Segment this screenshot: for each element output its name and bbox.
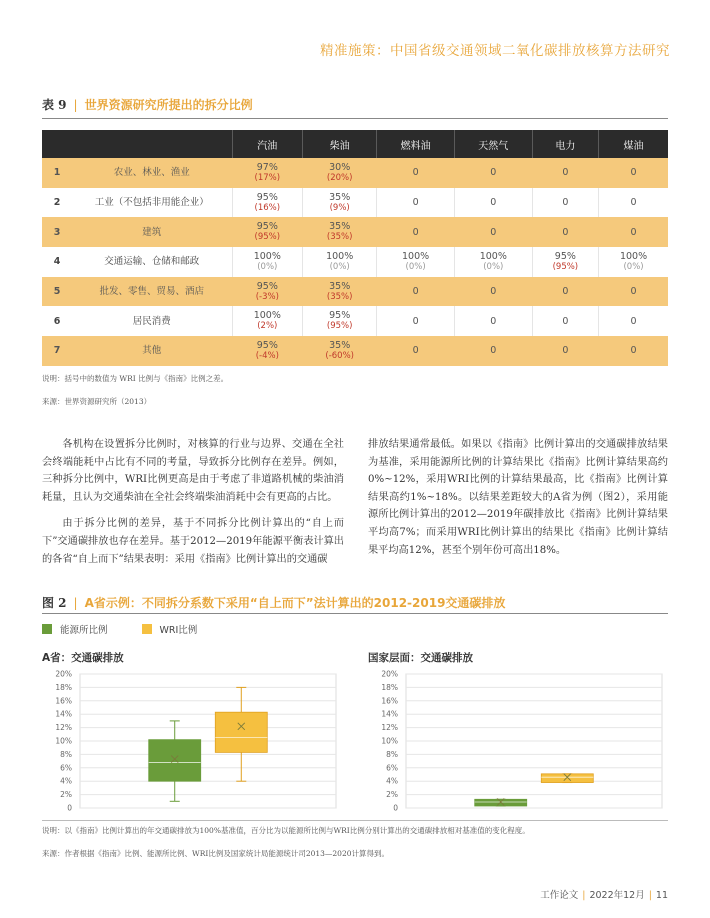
table-cell xyxy=(232,247,303,277)
col-header-kerosene: 煤油 xyxy=(599,130,668,158)
table-cell xyxy=(532,277,598,307)
legend-item-energy-institute xyxy=(42,622,108,636)
chart-legend xyxy=(42,622,197,636)
cell-value: 0 xyxy=(412,286,419,298)
figure-source: 来源：作者根据《指南》比例、能源所比例、WRI比例及国家统计局能源统计司2013—2020计算得到。 xyxy=(42,849,389,858)
cell-value: 0 xyxy=(412,197,419,209)
cell-diff: (-4%) xyxy=(255,350,279,361)
legend-swatch-yellow xyxy=(142,624,152,634)
box-body xyxy=(149,740,201,782)
box-plot-province xyxy=(42,668,342,818)
cell-value: 0 xyxy=(490,286,497,298)
table-cell xyxy=(303,306,377,336)
y-tick-label: 4% xyxy=(60,776,72,786)
divider xyxy=(42,118,668,119)
col-header-diesel: 柴油 xyxy=(303,130,377,158)
table-row xyxy=(42,158,668,188)
table-cell xyxy=(599,247,668,277)
cell-value: 0 xyxy=(562,345,569,357)
cell-value: 0 xyxy=(630,286,637,298)
cell-value: 95% xyxy=(256,221,278,233)
table-cell xyxy=(599,158,668,188)
cell-value: 0 xyxy=(562,226,569,238)
table-cell xyxy=(377,306,455,336)
legend-item-wri xyxy=(142,622,198,636)
row-sector: 农业、林业、渔业 xyxy=(72,158,232,188)
box-body xyxy=(541,774,593,783)
row-sector: 居民消费 xyxy=(132,315,171,327)
cell-value: 35% xyxy=(329,191,351,203)
cell-value: 0 xyxy=(412,315,419,327)
y-tick-label: 0 xyxy=(393,803,398,813)
y-tick-label: 10% xyxy=(55,736,72,746)
y-tick-label: 14% xyxy=(55,709,72,719)
cell-value: 100% xyxy=(253,310,281,322)
paragraph: 由于拆分比例的差异，基于不同拆分比例计算出的“自上而下”交通碳排放也存在差异。基于2012—2019年能源平衡表计算出的各省“自上而下”结果表明：采用《指南》比例计算出的交通碳 xyxy=(42,518,344,565)
row-sector: 交通运输、仓储和邮政 xyxy=(104,256,200,268)
figure-heading: A省示例：不同拆分系数下采用“自上而下”法计算出的2012-2019交通碳排放 xyxy=(84,596,506,610)
table-cell xyxy=(454,336,532,366)
page-footer xyxy=(540,887,668,901)
running-header: 精准施策：中国省级交通领域二氧化碳排放核算方法研究 xyxy=(320,43,670,59)
table-cell xyxy=(303,188,377,218)
table-row xyxy=(42,306,668,336)
cell-value: 0 xyxy=(562,315,569,327)
table-cell xyxy=(532,158,598,188)
cell-value: 0 xyxy=(412,226,419,238)
table-cell xyxy=(532,336,598,366)
table-cell xyxy=(454,306,532,336)
cell-value: 100% xyxy=(619,250,648,262)
cell-diff: (95%) xyxy=(254,232,281,243)
table-cell xyxy=(377,188,455,218)
figure-note: 说明：以《指南》比例计算出的年交通碳排放为100%基准值，百分比为以能源所比例与WRI比例分别计算出的交通碳排放相对基准值的变化程度。 xyxy=(42,826,530,835)
legend-swatch-green xyxy=(42,624,52,634)
table-cell xyxy=(232,277,303,307)
y-tick-label: 12% xyxy=(55,723,72,733)
table-row xyxy=(42,217,668,247)
table-cell xyxy=(454,158,532,188)
cell-diff: (0%) xyxy=(329,261,350,272)
cell-diff: (16%) xyxy=(254,202,281,213)
row-number: 3 xyxy=(42,217,72,247)
footer-date: 2022年12月 xyxy=(589,890,645,901)
y-tick-label: 4% xyxy=(386,776,398,786)
table-cell xyxy=(232,158,303,188)
box-wri xyxy=(215,687,267,781)
table-cell xyxy=(303,217,377,247)
cell-value: 0 xyxy=(490,226,497,238)
table-cell xyxy=(303,158,377,188)
cell-diff: (-3%) xyxy=(255,291,279,302)
box-wri xyxy=(541,774,593,783)
table-cell xyxy=(303,336,377,366)
cell-value: 100% xyxy=(326,250,354,262)
table-cell xyxy=(377,336,455,366)
cell-value: 100% xyxy=(253,250,281,262)
cell-diff: (9%) xyxy=(329,202,350,213)
col-header-electricity: 电力 xyxy=(532,130,598,158)
table-cell xyxy=(377,277,455,307)
y-tick-label: 8% xyxy=(60,749,72,759)
cell-value: 0 xyxy=(490,197,497,209)
table-label: 表 9 xyxy=(42,98,67,112)
cell-diff: (0%) xyxy=(257,261,278,272)
cell-value: 0 xyxy=(412,345,419,357)
table-row xyxy=(42,188,668,218)
title-separator: | xyxy=(73,97,78,112)
cell-value: 35% xyxy=(329,339,351,351)
split-ratio-table xyxy=(42,130,668,366)
cell-diff: (20%) xyxy=(326,172,353,183)
table-cell xyxy=(532,306,598,336)
cell-value: 100% xyxy=(402,250,430,262)
footer-separator: | xyxy=(582,890,586,901)
cell-diff: (2%) xyxy=(257,321,278,332)
cell-value: 35% xyxy=(329,280,351,292)
table-cell xyxy=(232,306,303,336)
cell-value: 100% xyxy=(479,250,507,262)
paragraph: 各机构在设置拆分比例时，对核算的行业与边界、交通在全社会终端能耗中占比有不同的考量，导致拆分比例存在差异。例如，三种拆分比例中，WRI比例更高是由于考虑了非道路机械的柴油消耗量，且认为交通柴油在全社会终端柴油消耗中会有更高的占比。 xyxy=(42,439,344,503)
cell-value: 0 xyxy=(630,226,637,238)
cell-diff: (35%) xyxy=(326,291,353,302)
y-tick-label: 2% xyxy=(386,790,398,800)
cell-diff: (35%) xyxy=(326,232,353,243)
y-tick-label: 16% xyxy=(381,696,398,706)
table-source: 来源：世界资源研究所（2013） xyxy=(42,397,152,406)
y-tick-label: 8% xyxy=(386,749,398,759)
divider xyxy=(42,613,668,614)
col-header-fuel-oil: 燃料油 xyxy=(377,130,455,158)
table-cell xyxy=(377,217,455,247)
row-number: 7 xyxy=(42,336,72,366)
row-sector: 批发、零售、贸易、酒店 xyxy=(72,277,232,307)
y-tick-label: 0 xyxy=(67,803,72,813)
row-number: 4 xyxy=(53,256,61,268)
y-tick-label: 18% xyxy=(55,682,72,692)
y-tick-label: 2% xyxy=(60,790,72,800)
cell-diff: (95%) xyxy=(552,261,579,272)
col-header-natural-gas: 天然气 xyxy=(454,130,532,158)
y-tick-label: 6% xyxy=(386,763,398,773)
table-cell xyxy=(303,247,377,277)
box-body xyxy=(475,799,527,806)
table-cell xyxy=(232,336,303,366)
box-plot-national xyxy=(368,668,668,818)
row-number: 1 xyxy=(42,158,72,188)
y-tick-label: 18% xyxy=(381,682,398,692)
box-energy-institute xyxy=(475,798,527,806)
cell-value: 0 xyxy=(630,345,637,357)
cell-diff: (95%) xyxy=(326,321,353,332)
cell-value: 0 xyxy=(490,345,497,357)
table-cell xyxy=(599,336,668,366)
y-tick-label: 12% xyxy=(381,723,398,733)
table-cell xyxy=(377,158,455,188)
table-cell xyxy=(599,188,668,218)
cell-value: 0 xyxy=(562,286,569,298)
table-cell xyxy=(377,247,455,277)
row-number: 5 xyxy=(42,277,72,307)
cell-value: 0 xyxy=(630,197,637,209)
cell-diff: (-60%) xyxy=(325,350,354,361)
cell-value: 95% xyxy=(329,310,351,322)
y-tick-label: 16% xyxy=(55,696,72,706)
table-cell xyxy=(454,247,532,277)
table-note: 说明：括号中的数值为 WRI 比例与《指南》比例之差。 xyxy=(42,374,229,383)
y-tick-label: 10% xyxy=(381,736,398,746)
table-cell xyxy=(599,277,668,307)
legend-label: WRI比例 xyxy=(159,625,198,636)
col-header-gasoline: 汽油 xyxy=(232,130,303,158)
cell-value: 0 xyxy=(562,167,569,179)
table-cell xyxy=(454,188,532,218)
row-number: 2 xyxy=(53,197,61,209)
y-tick-label: 14% xyxy=(381,709,398,719)
table-cell xyxy=(303,277,377,307)
cell-diff: (0%) xyxy=(623,261,644,272)
y-tick-label: 20% xyxy=(381,669,398,679)
cell-value: 95% xyxy=(256,191,278,203)
body-right-column xyxy=(368,436,668,568)
cell-value: 97% xyxy=(256,161,278,173)
figure-label: 图 2 xyxy=(42,596,67,610)
box-energy-institute xyxy=(149,721,201,801)
row-sector: 建筑 xyxy=(72,217,232,247)
table-cell xyxy=(532,217,598,247)
row-number: 6 xyxy=(53,315,61,327)
cell-value: 95% xyxy=(256,339,278,351)
footer-series: 工作论文 xyxy=(540,890,579,901)
box-body xyxy=(215,712,267,752)
col-header xyxy=(72,130,232,158)
cell-value: 0 xyxy=(630,167,637,179)
divider xyxy=(42,820,668,821)
table-title xyxy=(42,96,253,113)
cell-value: 0 xyxy=(630,315,637,327)
cell-diff: (17%) xyxy=(254,172,281,183)
y-tick-label: 6% xyxy=(60,763,72,773)
table-cell xyxy=(599,217,668,247)
cell-diff: (0%) xyxy=(405,261,426,272)
title-separator: | xyxy=(73,595,78,610)
y-tick-label: 20% xyxy=(55,669,72,679)
cell-value: 0 xyxy=(490,315,497,327)
cell-value: 95% xyxy=(256,280,278,292)
table-cell xyxy=(532,247,598,277)
table-cell xyxy=(454,217,532,247)
footer-separator: | xyxy=(648,890,652,901)
legend-label: 能源所比例 xyxy=(60,625,108,636)
cell-value: 0 xyxy=(412,167,419,179)
table-header-row xyxy=(42,130,668,158)
cell-diff: (0%) xyxy=(483,261,504,272)
table-row xyxy=(42,336,668,366)
table-cell xyxy=(454,277,532,307)
figure-title xyxy=(42,594,505,611)
table-row xyxy=(42,277,668,307)
col-header xyxy=(42,130,72,158)
chart-title-national: 国家层面：交通碳排放 xyxy=(368,652,473,664)
cell-value: 30% xyxy=(329,161,351,173)
chart-title-province: A省：交通碳排放 xyxy=(42,652,124,664)
table-cell xyxy=(232,188,303,218)
row-sector: 工业（不包括非用能企业） xyxy=(94,197,209,209)
body-left-column xyxy=(42,436,344,577)
table-heading: 世界资源研究所提出的拆分比例 xyxy=(84,98,253,112)
cell-value: 0 xyxy=(562,197,569,209)
cell-value: 35% xyxy=(329,221,351,233)
table-cell xyxy=(599,306,668,336)
cell-value: 95% xyxy=(554,250,576,262)
paragraph: 排放结果通常最低。如果以《指南》比例计算出的交通碳排放结果为基准，采用能源所比例的计算结果比《指南》比例计算结果高约0%~12%，采用WRI比例的计算结果最高，比《指南》比例计算结果高约1%~18%。以结果差距较大的A省为例（图2），采用能源所比例计算出的2012—2019年碳排放比《指南》比例计算结果平均高7%；而采用WRI比例计算出的结果比《指南》比例计算结果平均高12%，甚至个别年份可高出18%。 xyxy=(368,439,668,556)
page-number: 11 xyxy=(655,890,668,901)
table-row xyxy=(42,247,668,277)
row-sector: 其他 xyxy=(72,336,232,366)
table-cell xyxy=(532,188,598,218)
table-cell xyxy=(232,217,303,247)
cell-value: 0 xyxy=(490,167,497,179)
